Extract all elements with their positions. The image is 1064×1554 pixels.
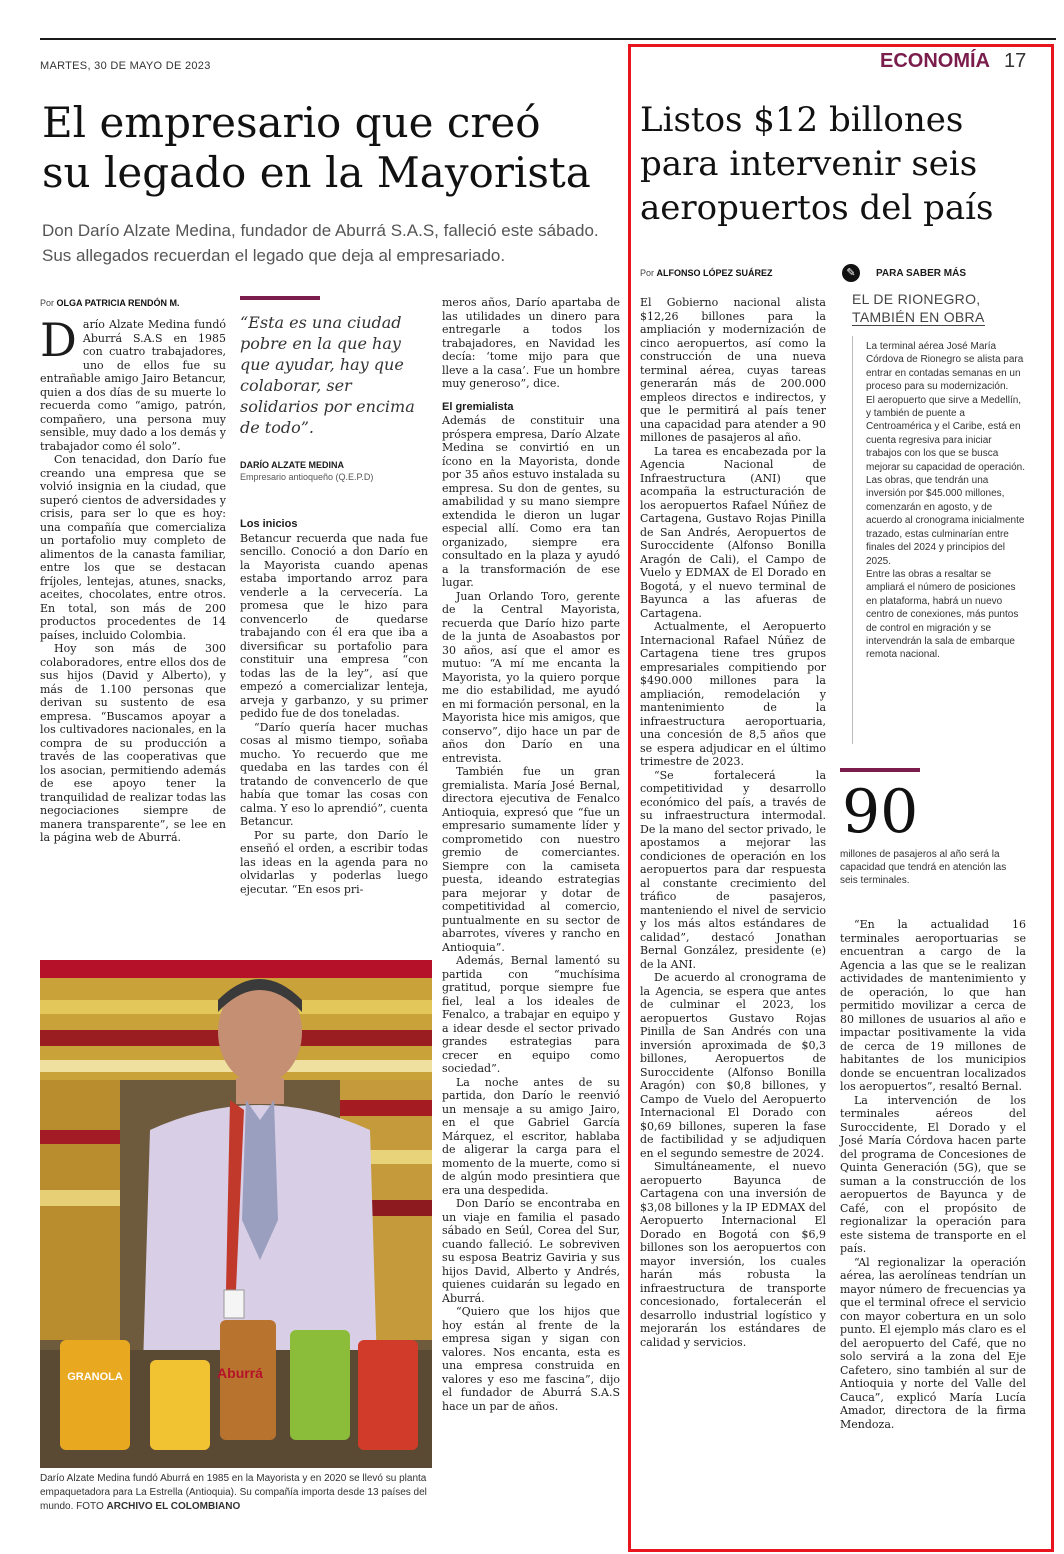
right-column-1: El Gobierno nacional alista $12,26 billones para la ampliación y modernización de cinco aeropuertos, así como la construcción de una nueva terminal aérea, cuyas tareas generarán más de 200.000 empleos directos e indirectos, y que le permitirá al país tener una capacidad para atender a 90 millones de pasajeros al año. La tarea es encabezada por la Agencia Nacional de Infraestructura (ANI) que acompaña la estructuración de los aeropuertos Rafael Núñez de Cartagena, Gustavo Rojas Pinilla de San Andrés, Aeropuertos de Suroccidente (Alfonso Bonilla Aragón de Cali), el Campo de Vuelo y EDMAX de El Dorado en Bogotá, y el nuevo terminal de Bayunca a las afueras de Cartagena. Actualmente, el Aeropuerto Internacional Rafael Núñez de Cartagena tiene tres grupos empresariales compitiendo por $490.000 millones para la ampliación, remodelación y mantenimiento de la infraestructura aeroportuaria, una concesión de 8,5 años que se espera adjudicar en el último trimestre de 2023. “Se fortalecerá la competitividad y desarrollo económico del país, a través de su infraestructura intermodal. De la mano del sector privado, le apostamos a mejorar las condiciones de operación en los aeropuertos para dar respuesta al constante crecimiento del tráfico de pasajeros, manteniendo el nivel de servicio y los más altos estándares de calidad”, destacó Jonathan Bernal González, presidente (e) de la ANI. De acuerdo al cronograma de la Agencia, se espera que antes de culminar el 2023, los aeropuertos Gustavo Rojas Pinilla de San Andrés con una inversión aproximada de $0,3 billones, Aeropuertos de Suroccidente (Alfonso Bonilla Aragón) con $0,8 billones, y Campo de Vuelo del Aeropuerto Internacional El Dorado con $0,69 billones, superen la fase de factibilidad y se adjudiquen en el segundo semestre de 2024. Simultáneamente, el nuevo aeropuerto Bayunca de Cartagena con una inversión de $3,08 billones y la IP EDMAX del Aeropuerto Internacional El Dorado en Bogotá con $6,9 billones son los aeropuertos con mayor inversión, los cuales harán más robusta la infraestructura de transporte concesionado, fortalecerán el desarrollo industrial logístico y mejorarán los estándares de calidad y servicios. [640, 296, 826, 1349]
left-headline: El empresario que creó su legado en la Mayorista [42, 98, 591, 197]
photo-illustration [40, 960, 432, 1468]
quote-accent-bar [240, 296, 320, 300]
subhead-inicios: Los inicios [240, 518, 298, 530]
page-number: 17 [1004, 50, 1027, 72]
pull-quote: “Esta es una ciudad pobre en la que hay que ayudar, hay que colaborar, ser solidarios por encima de todo”. [240, 313, 415, 437]
issue-date: MARTES, 30 DE MAYO DE 2023 [40, 60, 211, 72]
portrait-photo [40, 960, 432, 1468]
stat-number: 90 [842, 777, 919, 847]
left-deck: Don Darío Alzate Medina, fundador de Aburrá S.A.S, falleció este sábado. Sus allegados recuerdan el legado que deja al empresariado. [42, 221, 599, 265]
subhead-gremialista: El gremialista [442, 400, 514, 413]
left-byline-name: OLGA PATRICIA RENDÓN M. [56, 298, 180, 308]
sidebar-heading: PARA SABER MÁS [876, 268, 967, 279]
dropcap: D [40, 313, 77, 367]
quote-author: DARÍO ALZATE MEDINA [240, 460, 344, 470]
products [40, 1320, 432, 1468]
left-column-3: meros años, Darío apartaba de las utilidades un dinero para entregarle a todos los trabajadores, en Navidad les decía: ‘tome mijo para que lleve a la casa’. Fue un hombre muy generoso”, dice. El gremialista Además de constituir una próspera empresa, Darío Alzate Medina se convirtió en un ícono en la Mayorista, donde por 35 años estuvo instalada su empresa. Su don de gentes, su amabilidad y su mano siempre extendida le dieron un lugar especial allí. Como era tan organizado, siempre era consultado en la plaza y ayudó a la transformación de ese lugar. Juan Orlando Toro, gerente de la Central Mayorista, recuerda que Darío hizo parte de la junta de Asoabastos por 30 años, así que el amor es mutuo: “A mí me encanta la Mayorista, yo la quiero porque me dio estabilidad, me ayudó en mi formación personal, en la Mayorista hice mis amigos, que conservo”, dijo hace un par de años don Darío en una entrevista. También fue un gran gremialista. María José Bernal, directora ejecutiva de Fenalco Antioquia, expresó que “fue un empresario sumamente líder y comprometido con nuestro gremio de comerciantes. Siempre con la camiseta puesta, ideando estrategias para mejorar y dotar de competitividad al comercio, puntualmente en su sector de abarrotes, víveres y rancho en Antioquia”. Además, Bernal lamentó su partida con “muchísima gratitud, porque siempre fue fiel, leal a los ideales de Fenalco, a trabajar en equipo y a idear desde el sector privado grandes estrategias para crecer en equipo como sociedad”. La noche antes de su partida, don Darío le reenvió un mensaje a su amigo Jairo, en el que Gabriel García Márquez, el escritor, hablaba de aligerar la carga para el momento de la muerte, como si de algún modo presintiera que era una despedida. Don Darío se encontraba en un viaje en familia el pasado sábado en Seúl, Corea del Sur, cuando falleció. Le sobreviven su esposa Beatriz Gaviria y sus hijos David, Alberto y Andrés, quienes cuidarán su legado en Aburrá. “Quiero que los hijos que hoy están al frente de la empresa sigan y sigan con valores. Nos encanta, esta es una empresa construida en valores y eso me fascina”, dijo el fundador de Aburrá S.A.S hace un par de años. [442, 296, 620, 1413]
photo-credit: ARCHIVO EL COLOMBIANO [106, 1501, 241, 1512]
left-byline: Por OLGA PATRICIA RENDÓN M. [40, 298, 180, 308]
right-headline: Listos $12 billones para intervenir seis aeropuertos del país [640, 100, 994, 228]
granola-label: GRANOLA [67, 1371, 123, 1383]
left-column-1: Darío Alzate Medina fundó Aburrá S.A.S en 1985 con cuatro trabajadores, uno de ellos fue su entrañable amigo Jairo Betancur, quien a dos días de su muerte lo recuerda como “amigo, patrón, compañero, una persona muy sensible, muy dado a los demás y trabajador como él solo”. Con tenacidad, don Darío fue creando una empresa que se volvió insignia en la ciudad, que superó cientos de adversidades y crisis, para ser lo que es hoy: una compañía que comercializa un portafolio muy completo de alimentos de la canasta familiar, entre los que se destacan fríjoles, lentejas, atunes, snacks, aceites, chocolates, entre otros. En total, son más de 200 productos procedentes de 14 países, incluido Colombia. Hoy son más de 300 colaboradores, entre ellos dos de sus hijos (David y Alberto), y más de 1.100 personas que derivan su sustento de esa empresa. “Buscamos apoyar a los cultivadores nacionales, en la compra de su producción a través de las cooperativas que los asocian, permitiendo además de ese apoyo tener la tranquilidad de realizar todas las negociaciones siempre de manera transparente”, se lee en la página web de Aburrá. [40, 313, 226, 844]
stat-caption: millones de pasajeros al año será la capacidad que tendrá en atención las seis terminales. [840, 849, 1007, 886]
sidebar-text: La terminal aérea José María Córdova de Rionegro se alista para entrar en contadas semanas en un proceso para su modernización. El aeropuerto que sirve a Medellín, y también de puente a Centroamérica y el Caribe, está en cuenta regresiva para iniciar trabajos con los que se busca mejorar su capacidad de operación. Las obras, que tendrán una inversión por $45.000 millones, comenzarán en agosto, y de acuerdo al cronograma inicialmente trazado, estas culminarían entre finales del 2024 y principios del 2025. Entre las obras a resaltar se ampliará el número de posiciones en plataforma, habrá un nuevo centro de conexiones, más puntos de control en migración y se intervendrán la sala de embarque remota nacional. [866, 341, 1025, 661]
stat-accent-bar [840, 768, 920, 772]
quote-role: Empresario antioqueño (Q.E.P.D) [240, 472, 374, 482]
section-title: ECONOMÍA [880, 50, 990, 72]
right-byline-name: ALFONSO LÓPEZ SUÁREZ [656, 268, 773, 278]
top-rule [40, 38, 1056, 40]
right-byline: Por ALFONSO LÓPEZ SUÁREZ [640, 268, 773, 278]
sidebar-rule [852, 336, 853, 744]
pushpin-icon: ✎ [842, 264, 860, 282]
product-brand-label: Aburrá [217, 1365, 263, 1381]
photo-caption: Darío Alzate Medina fundó Aburrá en 1985 en la Mayorista y en 2020 se llevó su planta empaquetadora para La Estrella (Antioquia). Su compañía importa desde 13 países del mundo. FOTO ARCHIVO EL COLOMBIANO [40, 1473, 427, 1512]
sidebar-subheading: EL DE RIONEGRO, TAMBIÉN EN OBRA [852, 291, 985, 325]
right-column-2: “En la actualidad 16 terminales aeroportuarias se encuentran a cargo de la Agencia a las que se le realizan actividades de mantenimiento y de operación, lo que han permitido movilizar a cerca de 80 millones de usuarios al año e impactar positivamente la vida de cerca de 19 millones de habitantes de los municipios donde se encuentran localizados los aeropuertos”, resaltó Bernal. La intervención de los terminales aéreos del Suroccidente, El Dorado y el José María Córdova hacen parte del programa de Concesiones de Quinta Generación (5G), que se suman a la construcción de los aeropuertos de Bayunca y de Café, con el propósito de regionalizar la operación para este sistema de transporte en el país. “Al regionalizar la operación aérea, las aerolíneas tendrían un mayor número de frecuencias ya que el terminal ofrece el servicio con mayor cobertura en un solo punto. El ejemplo más claro es el del aeropuerto del Café, que no solo servirá a la zona del Eje Cafetero, sino también al sur de Antioquia y norte del Valle del Cauca”, explicó María Lucía Amador, directora de la firma Mendoza. [840, 918, 1026, 1431]
left-column-2: Los inicios Betancur recuerda que nada fue sencillo. Conoció a don Darío en la Mayorista cuando apenas estaba importando arroz para venderle a la cervecería. La promesa que le hizo para convencerlo de quedarse trabajando con él era que iba a diversificar su portafolio para constituir una empresa “con todas las de la ley”, así que empezó a comercializar lenteja, arveja y garbanzo, y su primer pedido fue de dos toneladas. “Darío quería hacer muchas cosas al mismo tiempo, soñaba mucho. Yo recuerdo que me quedaba en las tardes con él tratando de convencerlo de que había que tomar las cosas con calma. Y eso lo aprendió”, cuenta Betancur. Por su parte, don Darío le enseñó el orden, a escribir todas las ideas en la agenda para no olvidarlas y poderlas luego ejecutar. “En esos pri- [240, 518, 428, 896]
